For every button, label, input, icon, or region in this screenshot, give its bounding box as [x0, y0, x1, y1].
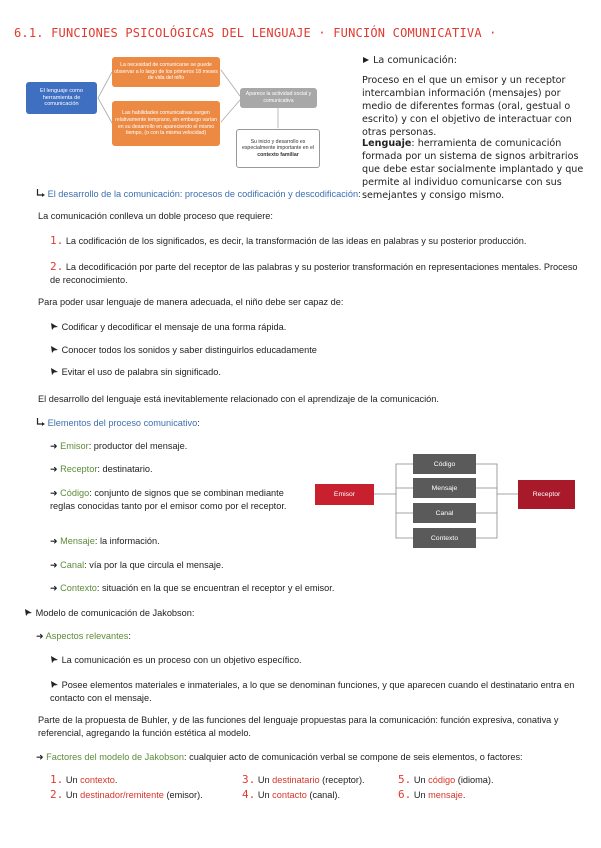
diagram-receptor: Receptor — [518, 480, 575, 509]
factor-number: 4. — [242, 788, 256, 801]
factor-number: 5. — [398, 773, 412, 786]
item-number: 2. — [50, 260, 64, 273]
relevant-aspects-heading — [36, 630, 131, 643]
element-term: Canal — [60, 560, 85, 570]
arrow-right-icon: ➜ — [50, 583, 58, 593]
family-context-text: Su inicio y desarrollo es especialmente importante en el — [241, 138, 315, 152]
diagram-mensaje: Mensaje — [413, 478, 476, 498]
factor-term: código — [428, 775, 456, 785]
factors-heading — [36, 751, 523, 764]
factor-5 — [398, 774, 494, 787]
communication-definition: Proceso en el que un emisor y un receptor intercambian información (mensajes) por medio de diferentes formas (oral, gestual o escrito) y con el objetivo de interactuar con otras personas. — [362, 75, 572, 138]
factor-post: (idioma). — [455, 775, 494, 785]
element-text: : vía por la que circula el mensaje. — [84, 560, 224, 570]
arrow-right-icon: ➜ — [50, 536, 58, 546]
factor-3 — [242, 774, 365, 787]
arrow-right-icon: ➜ — [36, 752, 44, 762]
factor-pre: Un — [257, 790, 273, 800]
aspect-bullet-2 — [50, 679, 590, 704]
element-term: Código — [60, 488, 90, 498]
communication-need-box: La necesidad de comunicarse se puede observar a lo largo de los primeros 18 meses de vida del niño — [112, 57, 220, 87]
aspect-bullet-1 — [50, 654, 302, 667]
family-context-bold: contexto familiar — [257, 151, 299, 158]
item-text: La codificación de los significados, es decir, la transformación de las ideas en palabras y su posterior producción. — [65, 236, 527, 246]
relevant-aspects-colon: : — [128, 631, 131, 641]
process-intro: La comunicación conlleva un doble proceso que requiere: — [38, 211, 273, 221]
bullet-text: Posee elementos materiales e inmateriales, a lo que se denominan funciones, y que aparecen cuando el destinatario entra en contacto con el mensaje. — [50, 680, 575, 703]
factor-term: contexto — [80, 775, 115, 785]
jakobson-heading — [24, 607, 194, 620]
communication-heading-text: La comunicación: — [373, 55, 457, 66]
language-tool-box: El lenguaje como herramienta de comunicación — [26, 82, 97, 114]
factor-post: (canal). — [306, 790, 341, 800]
factor-post: (emisor). — [163, 790, 203, 800]
factor-pre: Un — [413, 790, 429, 800]
element-term: Mensaje — [60, 536, 95, 546]
pointer-icon — [50, 680, 59, 689]
factor-1 — [50, 774, 117, 787]
factors-term: Factores del modelo de Jakobson — [46, 752, 185, 762]
arrow-right-icon: ➜ — [50, 441, 58, 451]
element-text: : situación en la que se encuentran el receptor y el emisor. — [96, 583, 335, 593]
factor-number: 1. — [50, 773, 64, 786]
ability-intro: Para poder usar lenguaje de manera adecuada, el niño debe ser capaz de: — [38, 297, 344, 307]
jakobson-heading-text: Modelo de comunicación de Jakobson: — [35, 608, 195, 618]
development-heading-colon: : — [358, 189, 361, 199]
factor-term: mensaje — [428, 790, 463, 800]
bullet-text: Evitar el uso de palabra sin significado. — [61, 367, 221, 377]
factor-2 — [50, 789, 203, 802]
element-term: Contexto — [60, 583, 97, 593]
diagram-codigo: Código — [413, 454, 476, 474]
factor-6 — [398, 789, 465, 802]
buhler-paragraph: Parte de la propuesta de Buhler, y de las funciones del lenguaje propuestas para la comunicación: función expresiva, conativa y referencial, agregando la función estética al modelo. — [38, 715, 559, 738]
element-term: Receptor — [60, 464, 98, 474]
arrow-right-icon: ➜ — [50, 488, 58, 498]
factor-post: (receptor). — [319, 775, 365, 785]
social-activity-box: Aparece la actividad social y comunicativa — [240, 88, 317, 108]
item-number: 1. — [50, 234, 64, 247]
element-text: : productor del mensaje. — [88, 441, 188, 451]
communicative-skills-box: Las habilidades comunicativas surgen relativamente temprano, sin embargo varían en su desarrollo en apareciendo el mismo tiempo, (o con la misma velocidad) — [112, 101, 220, 146]
diagram-canal: Canal — [413, 503, 476, 523]
arrow-right-icon: ➜ — [36, 631, 44, 641]
factor-number: 3. — [242, 773, 256, 786]
elements-heading-text: Elementos del proceso comunicativo — [47, 418, 198, 428]
factor-pre: Un — [413, 775, 429, 785]
diagram-emisor: Emisor — [315, 484, 374, 505]
page-title: 6.1. FUNCIONES PSICOLÓGICAS DEL LENGUAJE · FUNCIÓN COMUNICATIVA · — [14, 26, 497, 40]
factor-term: destinador/remitente — [80, 790, 164, 800]
bullet-text: Conocer todos los sonidos y saber distinguirlos educadamente — [61, 345, 317, 355]
bullet-text: Codificar y decodificar el mensaje de una forma rápida. — [61, 322, 287, 332]
language-term: Lenguaje — [362, 138, 412, 149]
arrow-right-icon: ➜ — [50, 560, 58, 570]
factor-pre: Un — [257, 775, 273, 785]
factor-4 — [242, 789, 340, 802]
bullet-text: La comunicación es un proceso con un objetivo específico. — [61, 655, 302, 665]
element-term: Emisor — [60, 441, 89, 451]
factor-post: . — [462, 790, 466, 800]
development-heading-text: El desarrollo de la comunicación: procesos de codificación y descodificación — [47, 189, 359, 199]
element-text: : destinatario. — [97, 464, 153, 474]
language-definition-text: : herramienta de comunicación formada por un sistema de signos arbitrarios que debe estar socialmente implantado y que permite al individuo comunicarse con sus semejantes y consigo mismo. — [362, 138, 584, 201]
factor-number: 2. — [50, 788, 64, 801]
element-text: : conjunto de signos que se combinan mediante reglas conocidas tanto por el emisor como por el receptor. — [50, 488, 287, 511]
factor-number: 6. — [398, 788, 412, 801]
factors-text: : cualquier acto de comunicación verbal se compone de seis elementos, o factores: — [184, 752, 523, 762]
factor-pre: Un — [65, 775, 81, 785]
factor-pre: Un — [65, 790, 81, 800]
pointer-icon — [24, 608, 33, 617]
arrow-right-icon: ➜ — [50, 464, 58, 474]
development-conclusion: El desarrollo del lenguaje está inevitablemente relacionado con el aprendizaje de la comunicación. — [38, 394, 439, 404]
relevant-aspects-text: Aspectos relevantes — [45, 631, 129, 641]
factor-term: contacto — [272, 790, 307, 800]
factor-post: . — [114, 775, 118, 785]
factor-term: destinatario — [272, 775, 320, 785]
pointer-icon — [50, 655, 59, 664]
elements-heading-colon: : — [197, 418, 200, 428]
element-text: : la información. — [94, 536, 160, 546]
diagram-contexto: Contexto — [413, 528, 476, 548]
item-text: La decodificación por parte del receptor de las palabras y su posterior transformación en representaciones mentales. Proceso de reconocimiento. — [50, 262, 578, 285]
